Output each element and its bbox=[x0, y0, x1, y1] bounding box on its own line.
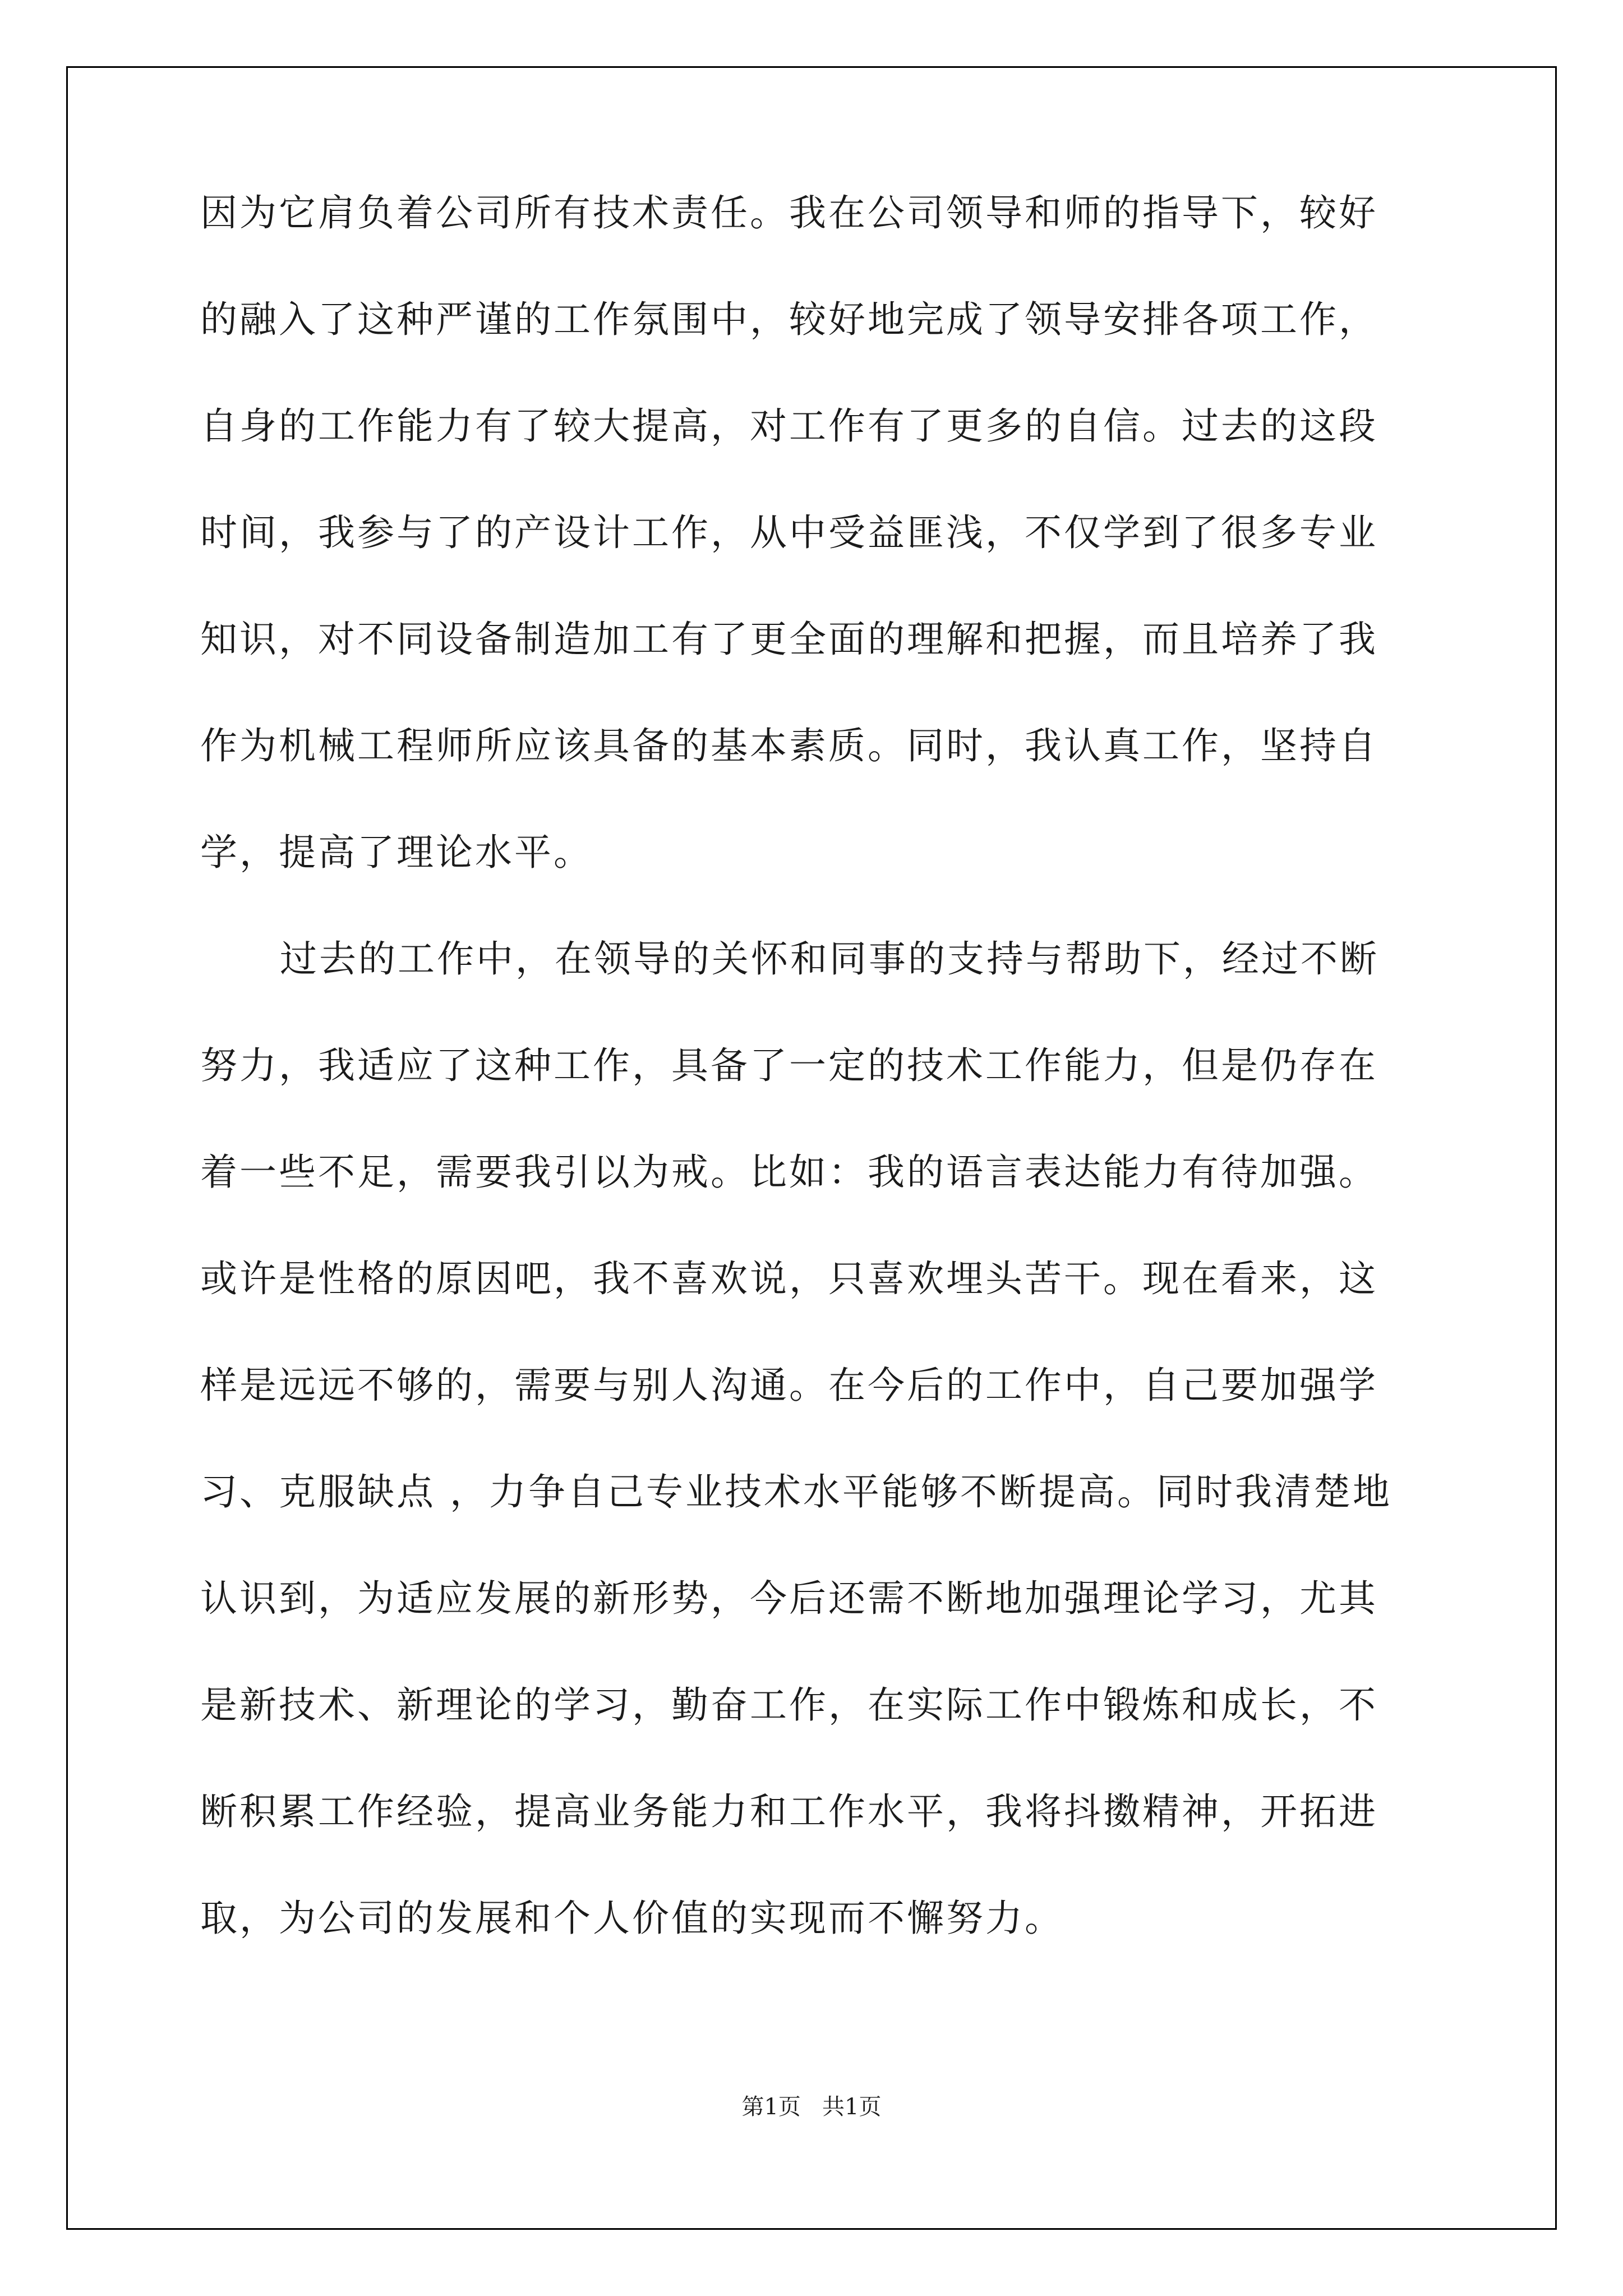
text-line: 习、克服缺点 ，力争自己专业技术水平能够不断提高。同时我清楚地 bbox=[200, 1470, 1392, 1513]
text-line: 认识到，为适应发展的新形势，今后还需不断地加强理论学习，尤其 bbox=[200, 1577, 1378, 1620]
text-line: 样是远远不够的，需要与别人沟通。在今后的工作中，自己要加强学 bbox=[200, 1364, 1378, 1407]
page-number: 第1页 共1页 bbox=[741, 2094, 882, 2120]
text-line: 自身的工作能力有了较大提高，对工作有了更多的自信。过去的这段 bbox=[200, 404, 1378, 448]
text-line: 努力，我适应了这种工作，具备了一定的技术工作能力，但是仍存在 bbox=[200, 1044, 1378, 1087]
text-line: 作为机械工程师所应该具备的基本素质。同时，我认真工作，坚持自 bbox=[200, 724, 1378, 767]
text-line: 时间，我参与了的产设计工作，从中受益匪浅，不仅学到了很多专业 bbox=[200, 511, 1378, 554]
text-line: 着一些不足，需要我引以为戒。比如：我的语言表达能力有待加强。 bbox=[200, 1151, 1378, 1194]
text-line: 的融入了这种严谨的工作氛围中，较好地完成了领导安排各项工作， bbox=[200, 298, 1378, 341]
text-line: 知识，对不同设备制造加工有了更全面的理解和把握，而且培养了我 bbox=[200, 618, 1378, 661]
text-line: 断积累工作经验，提高业务能力和工作水平，我将抖擞精神，开拓进 bbox=[200, 1790, 1378, 1833]
text-line: 学，提高了理论水平。 bbox=[200, 831, 593, 874]
text-line: 是新技术、新理论的学习，勤奋工作，在实际工作中锻炼和成长，不 bbox=[200, 1683, 1378, 1727]
text-line: 取，为公司的发展和个人价值的实现而不懈努力。 bbox=[200, 1897, 1064, 1940]
text-line: 过去的工作中，在领导的关怀和同事的支持与帮助下，经过不断 bbox=[280, 937, 1379, 981]
text-line: 因为它肩负着公司所有技术责任。我在公司领导和师的指导下，较好 bbox=[200, 191, 1378, 234]
text-line: 或许是性格的原因吧，我不喜欢说，只喜欢埋头苦干。现在看来，这 bbox=[200, 1257, 1378, 1300]
